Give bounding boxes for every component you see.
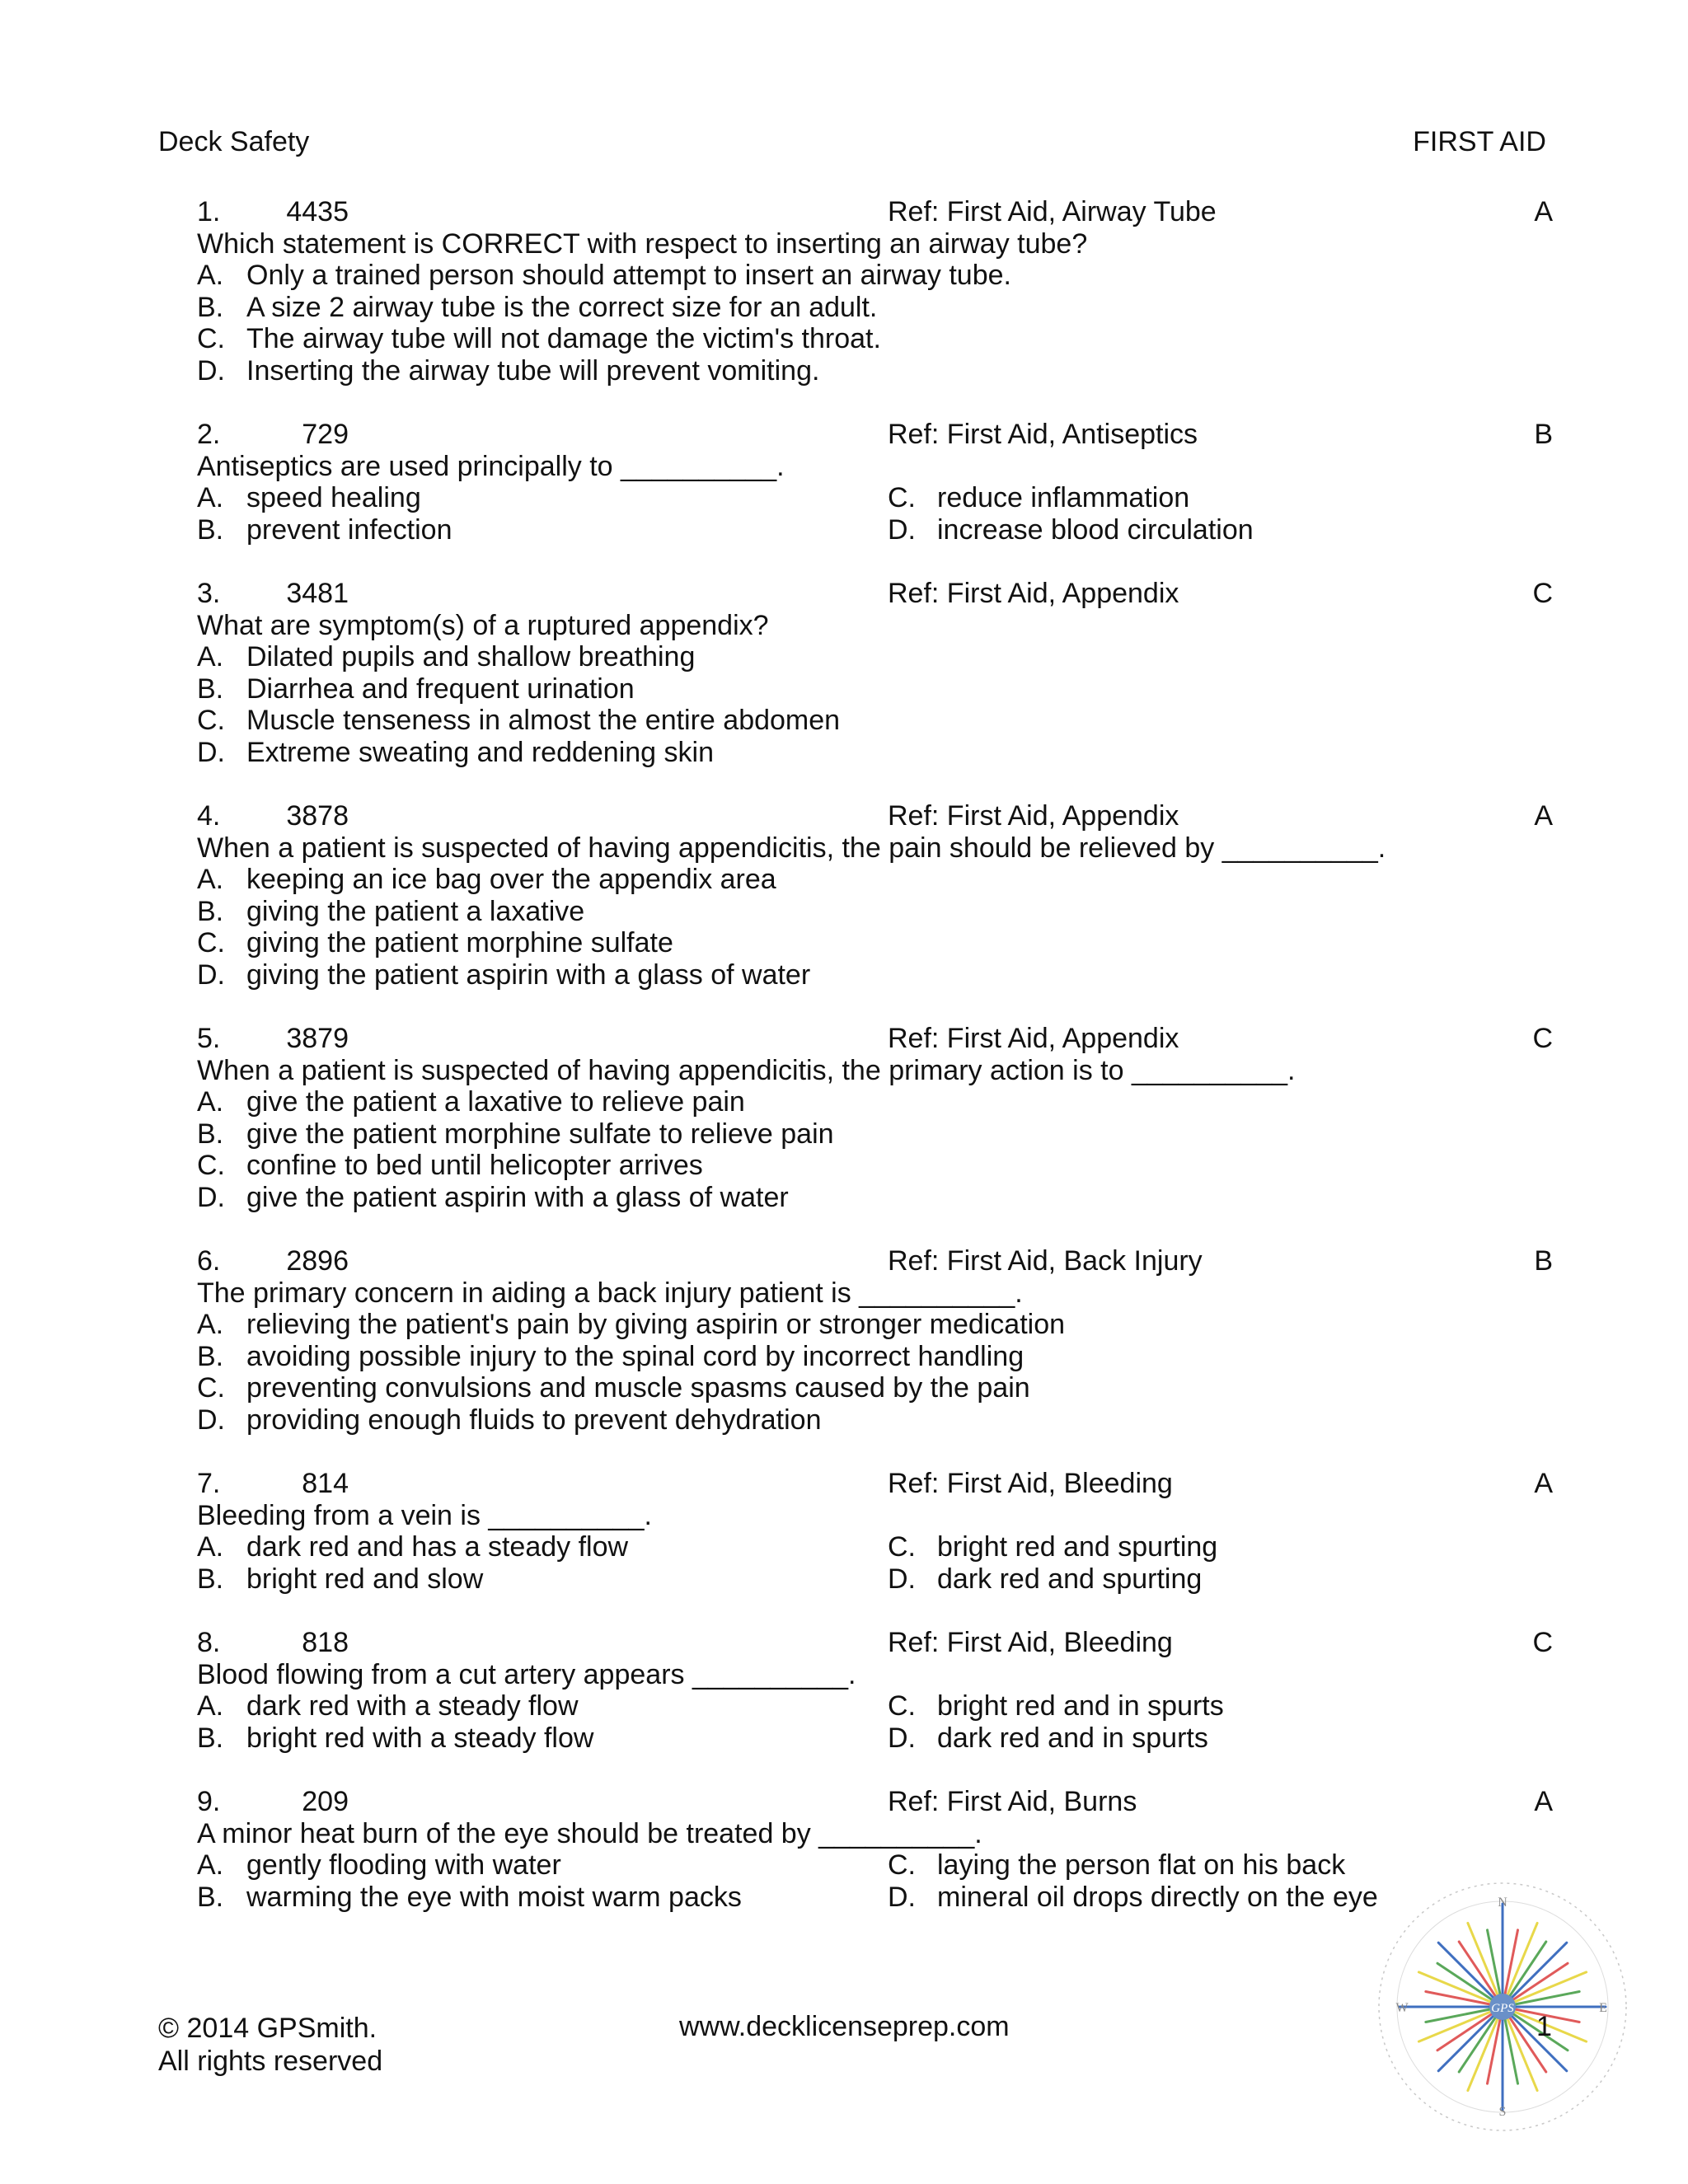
- question: [197, 419, 1553, 546]
- question: [197, 1627, 1553, 1754]
- option: A. keeping an ice bag over the appendix area: [197, 864, 776, 895]
- option: D. Inserting the airway tube will prevent vomiting.: [197, 354, 820, 387]
- question-reference: Ref: First Aid, Appendix: [888, 1023, 1179, 1054]
- option: B. giving the patient a laxative: [197, 895, 585, 927]
- answer-key: A: [1534, 800, 1553, 832]
- svg-text:N: N: [1498, 1896, 1507, 1910]
- question-text: Bleeding from a vein is __________.: [197, 1499, 652, 1531]
- question-number: 5.: [197, 1023, 221, 1054]
- options: [197, 1849, 1553, 1913]
- answer-key: A: [1534, 1786, 1553, 1817]
- copyright: [158, 2012, 382, 2078]
- question: [197, 800, 1553, 991]
- options: [197, 864, 1553, 991]
- options: [197, 482, 1553, 546]
- question-id: 729: [302, 419, 349, 450]
- header-section: FIRST AID: [1413, 126, 1546, 157]
- option: D. giving the patient aspirin with a glass of water: [197, 958, 811, 991]
- page-number: 1: [1536, 2011, 1552, 2042]
- rights-line: All rights reserved: [158, 2046, 383, 2077]
- question-reference: Ref: First Aid, Burns: [888, 1786, 1137, 1817]
- option: B. A size 2 airway tube is the correct size for an adult.: [197, 291, 878, 323]
- question-id: 2896: [286, 1245, 349, 1277]
- question-reference: Ref: First Aid, Bleeding: [888, 1627, 1173, 1658]
- question-id: 3481: [286, 578, 349, 609]
- option: B. avoiding possible injury to the spinal cord by incorrect handling: [197, 1340, 1025, 1372]
- question-id: 4435: [286, 196, 349, 227]
- question-text: A minor heat burn of the eye should be treated by __________.: [197, 1817, 982, 1849]
- question-meta: [197, 419, 1553, 451]
- option: C. Muscle tenseness in almost the entire abdomen: [197, 705, 841, 736]
- option: C. bright red and spurting: [888, 1531, 1218, 1563]
- copyright-line: © 2014 GPSmith.: [158, 2013, 377, 2044]
- option: D. dark red and in spurts: [888, 1722, 1208, 1754]
- option: A. speed healing: [197, 482, 421, 513]
- question-meta: [197, 1786, 1553, 1818]
- question-meta: [197, 1023, 1553, 1055]
- option: C. The airway tube will not damage the victim's throat.: [197, 323, 881, 354]
- svg-text:S: S: [1498, 2105, 1507, 2119]
- option: A. dark red with a steady flow: [197, 1690, 579, 1722]
- options: [197, 1086, 1553, 1213]
- question-number: 7.: [197, 1468, 221, 1499]
- option: A. dark red and has a steady flow: [197, 1531, 629, 1563]
- question-number: 9.: [197, 1786, 221, 1817]
- options: [197, 1690, 1553, 1754]
- option: B. bright red and slow: [197, 1563, 484, 1595]
- option: A. Only a trained person should attempt to insert an airway tube.: [197, 260, 1011, 291]
- svg-text:E: E: [1599, 2001, 1607, 2015]
- question-meta: [197, 1627, 1553, 1659]
- question: [197, 196, 1553, 387]
- option: C. laying the person flat on his back: [888, 1849, 1346, 1881]
- answer-key: B: [1534, 419, 1553, 450]
- question-meta: [197, 196, 1553, 228]
- question-number: 2.: [197, 419, 221, 450]
- answer-key: C: [1532, 1023, 1553, 1054]
- question-reference: Ref: First Aid, Appendix: [888, 800, 1179, 832]
- question-list: [197, 196, 1553, 1945]
- question-id: 209: [302, 1786, 349, 1817]
- option: B. Diarrhea and frequent urination: [197, 673, 635, 705]
- question-meta: [197, 800, 1553, 832]
- option: D. increase blood circulation: [888, 513, 1254, 546]
- question-id: 3879: [286, 1023, 349, 1054]
- question: [197, 1786, 1553, 1913]
- option: D. providing enough fluids to prevent dehydration: [197, 1404, 822, 1436]
- website-link[interactable]: www.decklicenseprep.com: [679, 2011, 1010, 2042]
- options: [197, 641, 1553, 768]
- answer-key: A: [1534, 1468, 1553, 1499]
- question-number: 1.: [197, 196, 221, 227]
- question-text: Antiseptics are used principally to __________.: [197, 450, 785, 482]
- question-number: 4.: [197, 800, 221, 832]
- question-id: 814: [302, 1468, 349, 1499]
- option: A. relieving the patient's pain by giving aspirin or stronger medication: [197, 1309, 1066, 1340]
- question-number: 8.: [197, 1627, 221, 1658]
- question: [197, 578, 1553, 768]
- question-text: The primary concern in aiding a back injury patient is __________.: [197, 1277, 1023, 1309]
- question-reference: Ref: First Aid, Back Injury: [888, 1245, 1203, 1277]
- question-text: When a patient is suspected of having appendicitis, the primary action is to __________.: [197, 1054, 1296, 1086]
- question-reference: Ref: First Aid, Bleeding: [888, 1468, 1173, 1499]
- compass-rose-icon: [1371, 1867, 1634, 2147]
- question-meta: [197, 1468, 1553, 1500]
- answer-key: B: [1534, 1245, 1553, 1277]
- options: [197, 260, 1553, 387]
- question-text: Blood flowing from a cut artery appears __________.: [197, 1658, 856, 1690]
- option: C. preventing convulsions and muscle spasms caused by the pain: [197, 1372, 1030, 1404]
- answer-key: A: [1534, 196, 1553, 227]
- option: B. warming the eye with moist warm packs: [197, 1881, 742, 1913]
- answer-key: C: [1532, 578, 1553, 609]
- question-number: 3.: [197, 578, 221, 609]
- option: B. bright red with a steady flow: [197, 1722, 594, 1754]
- option: A. gently flooding with water: [197, 1849, 561, 1881]
- option: B. give the patient morphine sulfate to relieve pain: [197, 1118, 834, 1150]
- header-title: Deck Safety: [158, 126, 310, 157]
- question: [197, 1023, 1553, 1213]
- question-id: 3878: [286, 800, 349, 832]
- option: D. dark red and spurting: [888, 1563, 1203, 1595]
- option: D. give the patient aspirin with a glass of water: [197, 1181, 789, 1213]
- question-text: What are symptom(s) of a ruptured appendix?: [197, 609, 769, 641]
- option: D. mineral oil drops directly on the eye: [888, 1881, 1378, 1913]
- question: [197, 1245, 1553, 1436]
- question-reference: Ref: First Aid, Airway Tube: [888, 196, 1217, 227]
- question-text: When a patient is suspected of having appendicitis, the pain should be relieved by __________.: [197, 832, 1386, 864]
- logo-text: GPS: [1491, 2002, 1514, 2015]
- option: A. Dilated pupils and shallow breathing: [197, 641, 696, 673]
- question-text: Which statement is CORRECT with respect to inserting an airway tube?: [197, 227, 1088, 260]
- option: C. bright red and in spurts: [888, 1690, 1224, 1722]
- option: C. reduce inflammation: [888, 482, 1190, 513]
- question: [197, 1468, 1553, 1595]
- option: C. giving the patient morphine sulfate: [197, 927, 673, 958]
- options: [197, 1531, 1553, 1595]
- question-reference: Ref: First Aid, Antiseptics: [888, 419, 1198, 450]
- option: B. prevent infection: [197, 513, 452, 546]
- question-reference: Ref: First Aid, Appendix: [888, 578, 1179, 609]
- option: D. Extreme sweating and reddening skin: [197, 736, 714, 768]
- question-id: 818: [302, 1627, 349, 1658]
- svg-text:W: W: [1395, 2001, 1409, 2015]
- options: [197, 1309, 1553, 1436]
- option: A. give the patient a laxative to relieve pain: [197, 1086, 745, 1118]
- question-number: 6.: [197, 1245, 221, 1277]
- question-meta: [197, 578, 1553, 610]
- question-meta: [197, 1245, 1553, 1277]
- option: C. confine to bed until helicopter arrives: [197, 1150, 703, 1181]
- answer-key: C: [1532, 1627, 1553, 1658]
